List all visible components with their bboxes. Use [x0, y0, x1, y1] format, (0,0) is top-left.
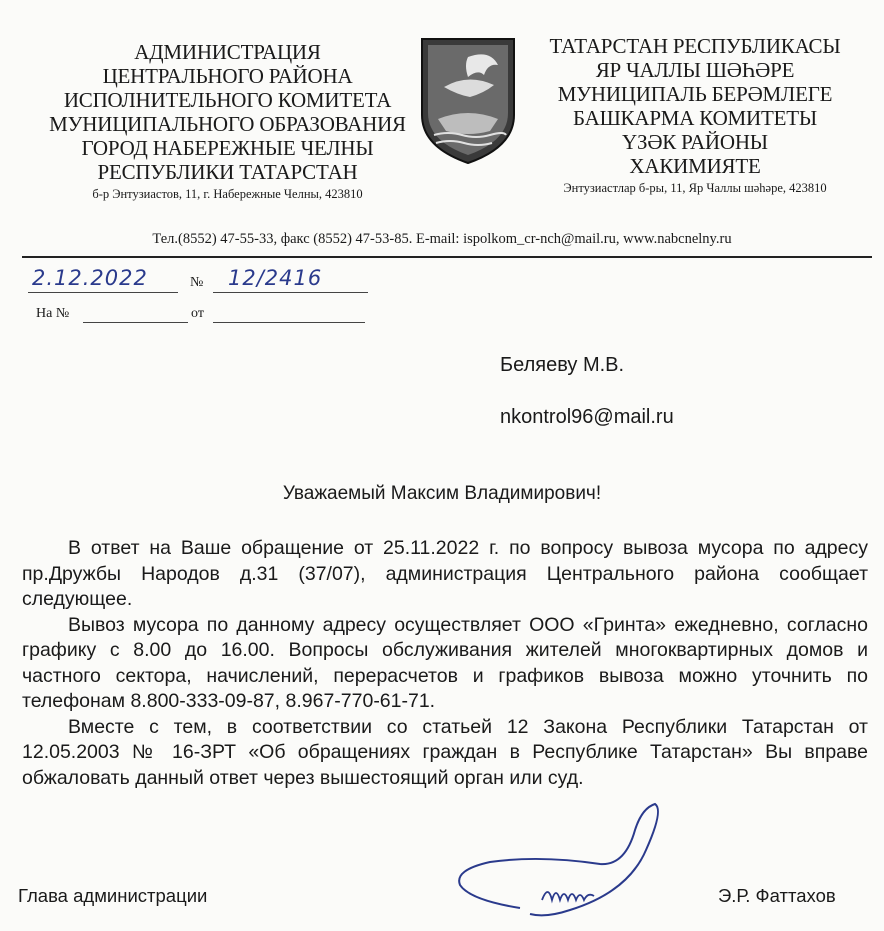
header-right-line: ЯР ЧАЛЛЫ ШӘҺӘРЕ: [595, 58, 795, 82]
header-left-line: ГОРОД НАБЕРЕЖНЫЕ ЧЕЛНЫ: [81, 136, 374, 160]
reply-underline: [83, 306, 188, 323]
from-underline: [213, 306, 365, 323]
header-left-line: ИСПОЛНИТЕЛЬНОГО КОМИТЕТА: [63, 88, 392, 112]
body-paragraph: Вместе с тем, в соответствии со статьей 12 Закона Республики Татарстан от 12.05.2003 № 16-ЗРТ «Об обращениях граждан в Республике Татарстан» Вы вправе обжаловать данный ответ через вышестоящий орган или суд.: [22, 715, 868, 789]
number-label: №: [190, 275, 204, 290]
contacts-line: Тел.(8552) 47-55-33, факс (8552) 47-53-85. E-mail: ispolkom_cr-nch@mail.ru, www.nabcnelny.ru: [152, 231, 732, 247]
reply-label: На №: [36, 306, 70, 321]
addressee-email: nkontrol96@mail.ru: [500, 406, 674, 428]
header-right-line: ҮЗӘК РАЙОНЫ: [622, 130, 768, 154]
header-left-line: ЦЕНТРАЛЬНОГО РАЙОНА: [102, 64, 353, 88]
header-right-line: ТАТАРСТАН РЕСПУБЛИКАСЫ: [549, 34, 841, 58]
header-left-line: АДМИНИСТРАЦИЯ: [134, 40, 321, 64]
reference-number-row: [28, 266, 368, 296]
header-left-line: РЕСПУБЛИКИ ТАТАРСТАН: [97, 160, 358, 184]
reply-reference-row: [28, 306, 368, 326]
header-right-line: ХАКИМИЯТЕ: [629, 154, 761, 178]
header-right-line: БАШКАРМА КОМИТЕТЫ: [573, 106, 817, 130]
handwritten-signature: [450, 800, 660, 925]
header-left: [30, 40, 425, 202]
signer-name: Э.Р. Фаттахов: [718, 885, 836, 906]
body-paragraph: В ответ на Ваше обращение от 25.11.2022 г. по вопросу вывоза мусора по адресу пр.Дружбы Народов д.31 (37/07), администрация Центрального района сообщает следующее.: [22, 537, 868, 610]
header-divider: [22, 256, 872, 258]
header-right-line: МУНИЦИПАЛЬ БЕРӘМЛЕГЕ: [557, 82, 833, 106]
letter-body: [22, 536, 868, 791]
header-left-address: б-р Энтузиастов, 11, г. Набережные Челны, 423810: [92, 187, 363, 201]
coat-of-arms-icon: [418, 35, 518, 167]
header-left-line: МУНИЦИПАЛЬНОГО ОБРАЗОВАНИЯ: [49, 112, 406, 136]
header-right: [520, 34, 870, 196]
body-paragraph: Вывоз мусора по данному адресу осуществляет ООО «Гринта» ежедневно, согласно графику с 8.00 до 16.00. Вопросы обслуживания жителей многоквартирных домов и частного сектора, начислений, перерасчетов и графиков вывоза можно уточнить по телефонам 8.800-333-09-87, 8.967-770-61-71.: [22, 613, 868, 712]
from-label: от: [191, 306, 204, 321]
date-handwritten: 2.12.2022: [32, 266, 148, 290]
signer-position: Глава администрации: [18, 885, 208, 906]
addressee-name: Беляеву М.В.: [500, 354, 625, 376]
number-handwritten: 12/2416: [228, 266, 323, 290]
greeting: Уважаемый Максим Владимирович!: [282, 483, 602, 504]
header-right-address: Энтузиастлар б-ры, 11, Яр Чаллы шәһәре, 423810: [563, 181, 827, 195]
